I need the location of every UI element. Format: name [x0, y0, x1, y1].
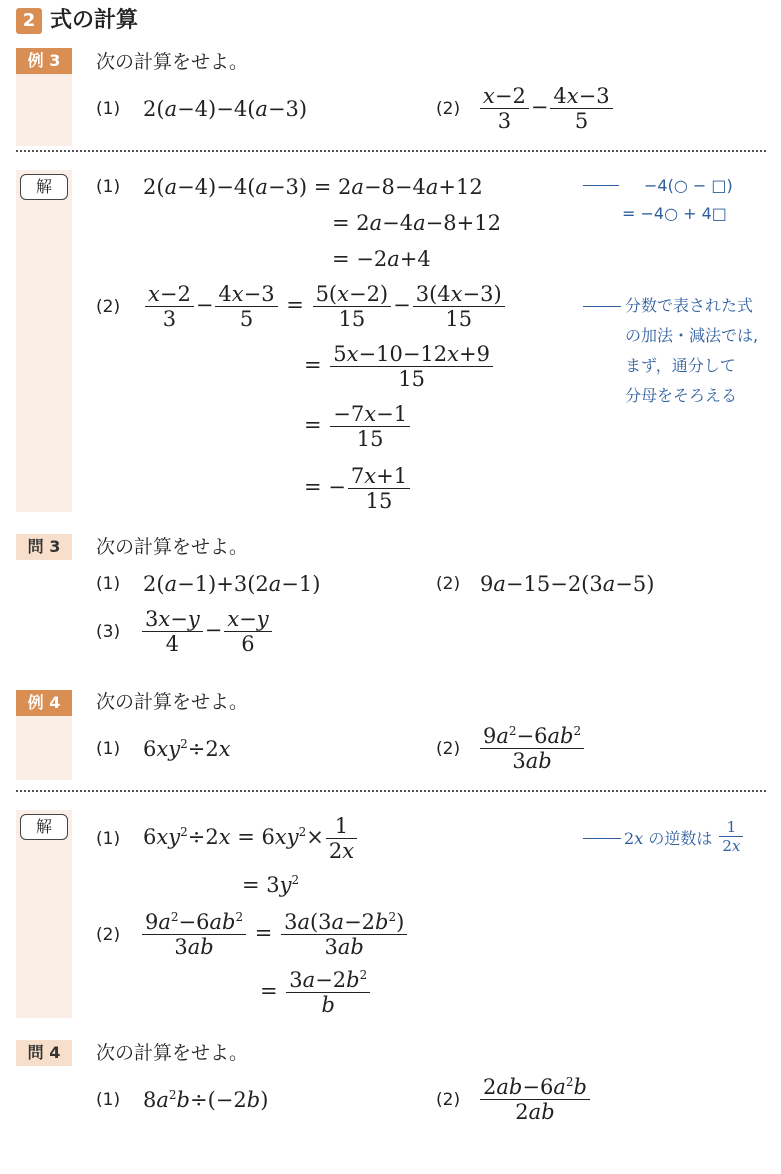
example3-tag: 例 3	[16, 48, 72, 74]
solution3-band	[16, 170, 72, 512]
note3-text: の逆数は	[648, 829, 713, 848]
solution3-frac-step2: = $\frac{5x-10-12x+9}{15}$	[304, 342, 495, 391]
question4-instruction: 次の計算をせよ。	[96, 1042, 249, 1064]
question4-problem1-number: (1)	[96, 1090, 121, 1110]
solution3-problem2-number: (2)	[96, 297, 121, 317]
example3-problem2: $\frac{x-2}{3}$ − $\frac{4x-3}{5}$	[478, 84, 615, 133]
solution4-frac-step2: = $\frac{3a-2b^2}{b}$	[260, 968, 372, 1017]
note2-line1: 分数で表された式	[625, 296, 754, 315]
example3-problem1-number: (1)	[96, 99, 121, 119]
question4-problem1: $8a^2b\div(-2b)$	[143, 1088, 269, 1112]
example4-problem2-number: (2)	[436, 739, 461, 759]
note3: 2x の逆数は $\frac{1}{2x}$	[624, 824, 745, 855]
question4-problem2: $\frac{2ab-6a^2b}{2ab}$	[478, 1075, 592, 1124]
example4-tag: 例 4	[16, 690, 72, 716]
question3-problem1-number: (1)	[96, 574, 121, 594]
solution4-step2: = $3y^2$	[242, 873, 300, 897]
question3-problem2: 9a−15−2(3a−5)	[480, 572, 655, 596]
note2-line4: 分母をそろえる	[625, 386, 738, 405]
solution3-frac-step4: = − $\frac{7x+1}{15}$	[304, 464, 412, 513]
question3-problem3: $\frac{3x-y}{4}$ − $\frac{x-y}{6}$	[140, 607, 274, 656]
question3-problem3-number: (3)	[96, 622, 121, 642]
solution4-problem2-number: (2)	[96, 925, 121, 945]
note3-leader	[583, 838, 621, 839]
solution3-tag: 解	[20, 174, 68, 200]
question4-problem2-number: (2)	[436, 1090, 461, 1110]
solution3-frac-step3: = $\frac{-7x-1}{15}$	[304, 402, 412, 451]
divider	[16, 150, 766, 152]
question4-tag: 問 4	[16, 1040, 72, 1066]
solution3-problem1-number: (1)	[96, 177, 121, 197]
question3-instruction: 次の計算をせよ。	[96, 536, 249, 558]
solution4-band	[16, 810, 72, 1018]
section-title: 式の計算	[50, 8, 139, 33]
question3-tag: 問 3	[16, 534, 72, 560]
example3-instruction: 次の計算をせよ。	[96, 51, 249, 73]
example3-problem1: 2(a−4)−4(a−3)	[143, 97, 308, 121]
note1-line1: −4(○ − □)	[644, 176, 733, 195]
example4-problem1: $6xy^2\div 2x$	[143, 737, 231, 761]
note1-line2: = −4○ + 4□	[622, 204, 727, 223]
solution3-frac-step1: $\frac{x-2}{3}$ − $\frac{4x-3}{5}$ = $\frac{5(x-2)}{15}$ − $\frac{3(4x-3)}{15}$	[143, 282, 507, 331]
note2-leader	[583, 306, 621, 307]
solution4-frac-step1: $\frac{9a^2-6ab^2}{3ab}$ = $\frac{3a(3a-2b^2)}{3ab}$	[140, 910, 409, 959]
example4-problem2: $\frac{9a^2-6ab^2}{3ab}$	[478, 724, 586, 773]
section-number-badge: 2	[16, 8, 42, 34]
solution4-step1: $6xy^2\div 2x = 6xy^2\times$ $\frac{1}{2x}$	[143, 814, 359, 863]
question3-problem2-number: (2)	[436, 574, 461, 594]
example3-problem2-number: (2)	[436, 99, 461, 119]
solution4-tag: 解	[20, 814, 68, 840]
solution3-step2: = 2a−4a−8+12	[332, 211, 501, 235]
example4-instruction: 次の計算をせよ。	[96, 691, 249, 713]
example4-problem1-number: (1)	[96, 739, 121, 759]
note1-leader	[583, 185, 619, 186]
note2-line3: まず，通分して	[625, 356, 736, 375]
solution4-problem1-number: (1)	[96, 829, 121, 849]
note2-line2: の加法・減法では,	[625, 326, 759, 345]
solution3-step3: = −2a+4	[332, 247, 431, 271]
divider	[16, 790, 766, 792]
question3-problem1: 2(a−1)+3(2a−1)	[143, 572, 321, 596]
solution3-step1: 2(a−4)−4(a−3) = 2a−8−4a+12	[143, 175, 483, 199]
